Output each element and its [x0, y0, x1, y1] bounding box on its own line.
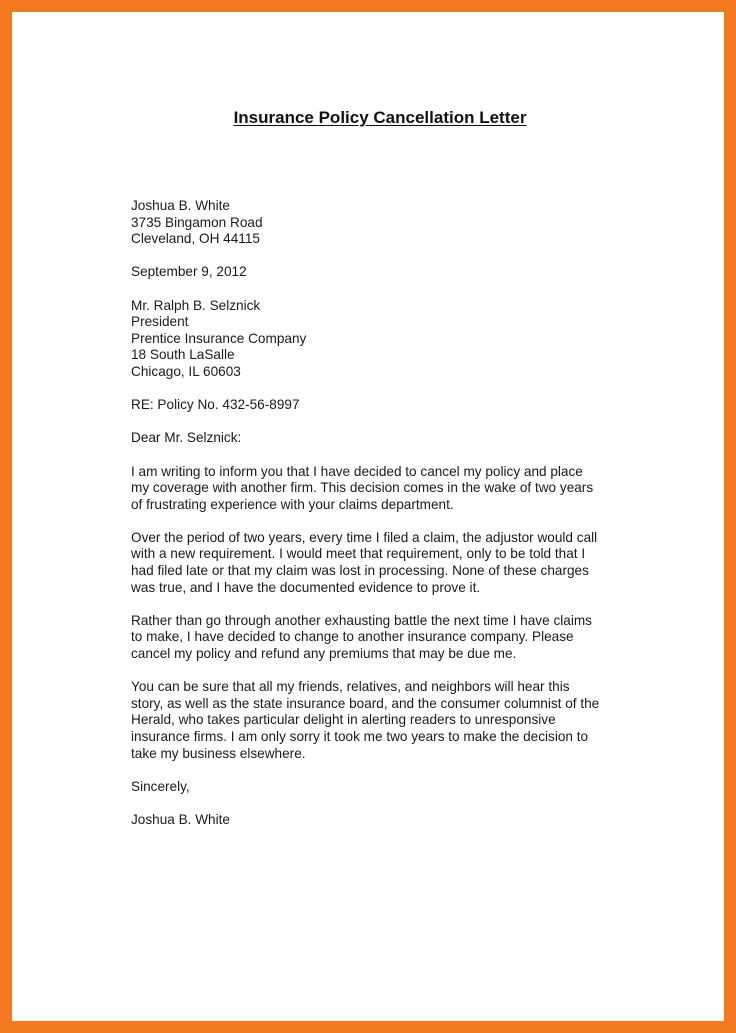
- paragraph-line: my coverage with another firm. This decision comes in the wake of two years: [131, 480, 594, 496]
- signature-name: Joshua B. White: [131, 811, 230, 827]
- sender-address: [131, 198, 636, 248]
- letter-page: [24, 24, 736, 1033]
- paragraph-line: to make, I have decided to change to another insurance company. Please: [131, 629, 574, 645]
- paragraph-line: was true, and I have the documented evidence to prove it.: [131, 579, 481, 595]
- paragraph-line: insurance firms. I am only sorry it took me two years to make the decision to: [131, 729, 589, 744]
- paragraph-line: You can be sure that all my friends, relatives, and neighbors will hear this: [131, 679, 570, 695]
- reference-line: [131, 397, 636, 414]
- letter-title: Insurance Policy Cancellation Letter: [233, 108, 527, 127]
- sender-city: Cleveland, OH 44115: [131, 231, 260, 247]
- paragraph-line: take my business elsewhere.: [131, 745, 306, 761]
- paragraph-line: Over the period of two years, every time I filed a claim, the adjustor would call: [131, 529, 598, 545]
- paragraph-line: Herald, who takes particular delight in alerting readers to unresponsive: [131, 712, 556, 728]
- closing-text: Sincerely,: [131, 778, 190, 794]
- sender-street: 3735 Bingamon Road: [131, 214, 263, 230]
- paragraph-line: of frustrating experience with your claims department.: [131, 496, 454, 512]
- letter-body: [131, 198, 636, 845]
- paragraph-3: [131, 613, 636, 663]
- letter-date: [131, 264, 636, 281]
- recipient-street: 18 South LaSalle: [131, 347, 235, 363]
- paragraph-line: had filed late or that my claim was lost in processing. None of these charges: [131, 563, 589, 579]
- paragraph-line: story, as well as the state insurance board, and the consumer columnist of the: [131, 695, 600, 711]
- recipient-address: [131, 298, 636, 381]
- recipient-name: Mr. Ralph B. Selznick: [131, 297, 261, 313]
- paragraph-line: cancel my policy and refund any premiums that may be due me.: [131, 646, 517, 662]
- salutation: [131, 430, 636, 447]
- salutation-text: Dear Mr. Selznick:: [131, 430, 242, 446]
- recipient-company: Prentice Insurance Company: [131, 330, 307, 346]
- paragraph-line: I am writing to inform you that I have decided to cancel my policy and place: [131, 463, 583, 479]
- paragraph-line: with a new requirement. I would meet that requirement, only to be told that I: [131, 546, 586, 562]
- paragraph-2: [131, 530, 636, 596]
- paragraph-line: Rather than go through another exhausting battle the next time I have claims: [131, 612, 592, 628]
- date-text: September 9, 2012: [131, 264, 247, 280]
- reference-text: RE: Policy No. 432-56-8997: [131, 397, 300, 413]
- paragraph-1: [131, 464, 636, 514]
- sender-name: Joshua B. White: [131, 198, 230, 213]
- signature: [131, 812, 636, 829]
- recipient-city: Chicago, IL 60603: [131, 363, 241, 379]
- closing: [131, 779, 636, 796]
- paragraph-4: [131, 679, 636, 762]
- recipient-title: President: [131, 314, 189, 330]
